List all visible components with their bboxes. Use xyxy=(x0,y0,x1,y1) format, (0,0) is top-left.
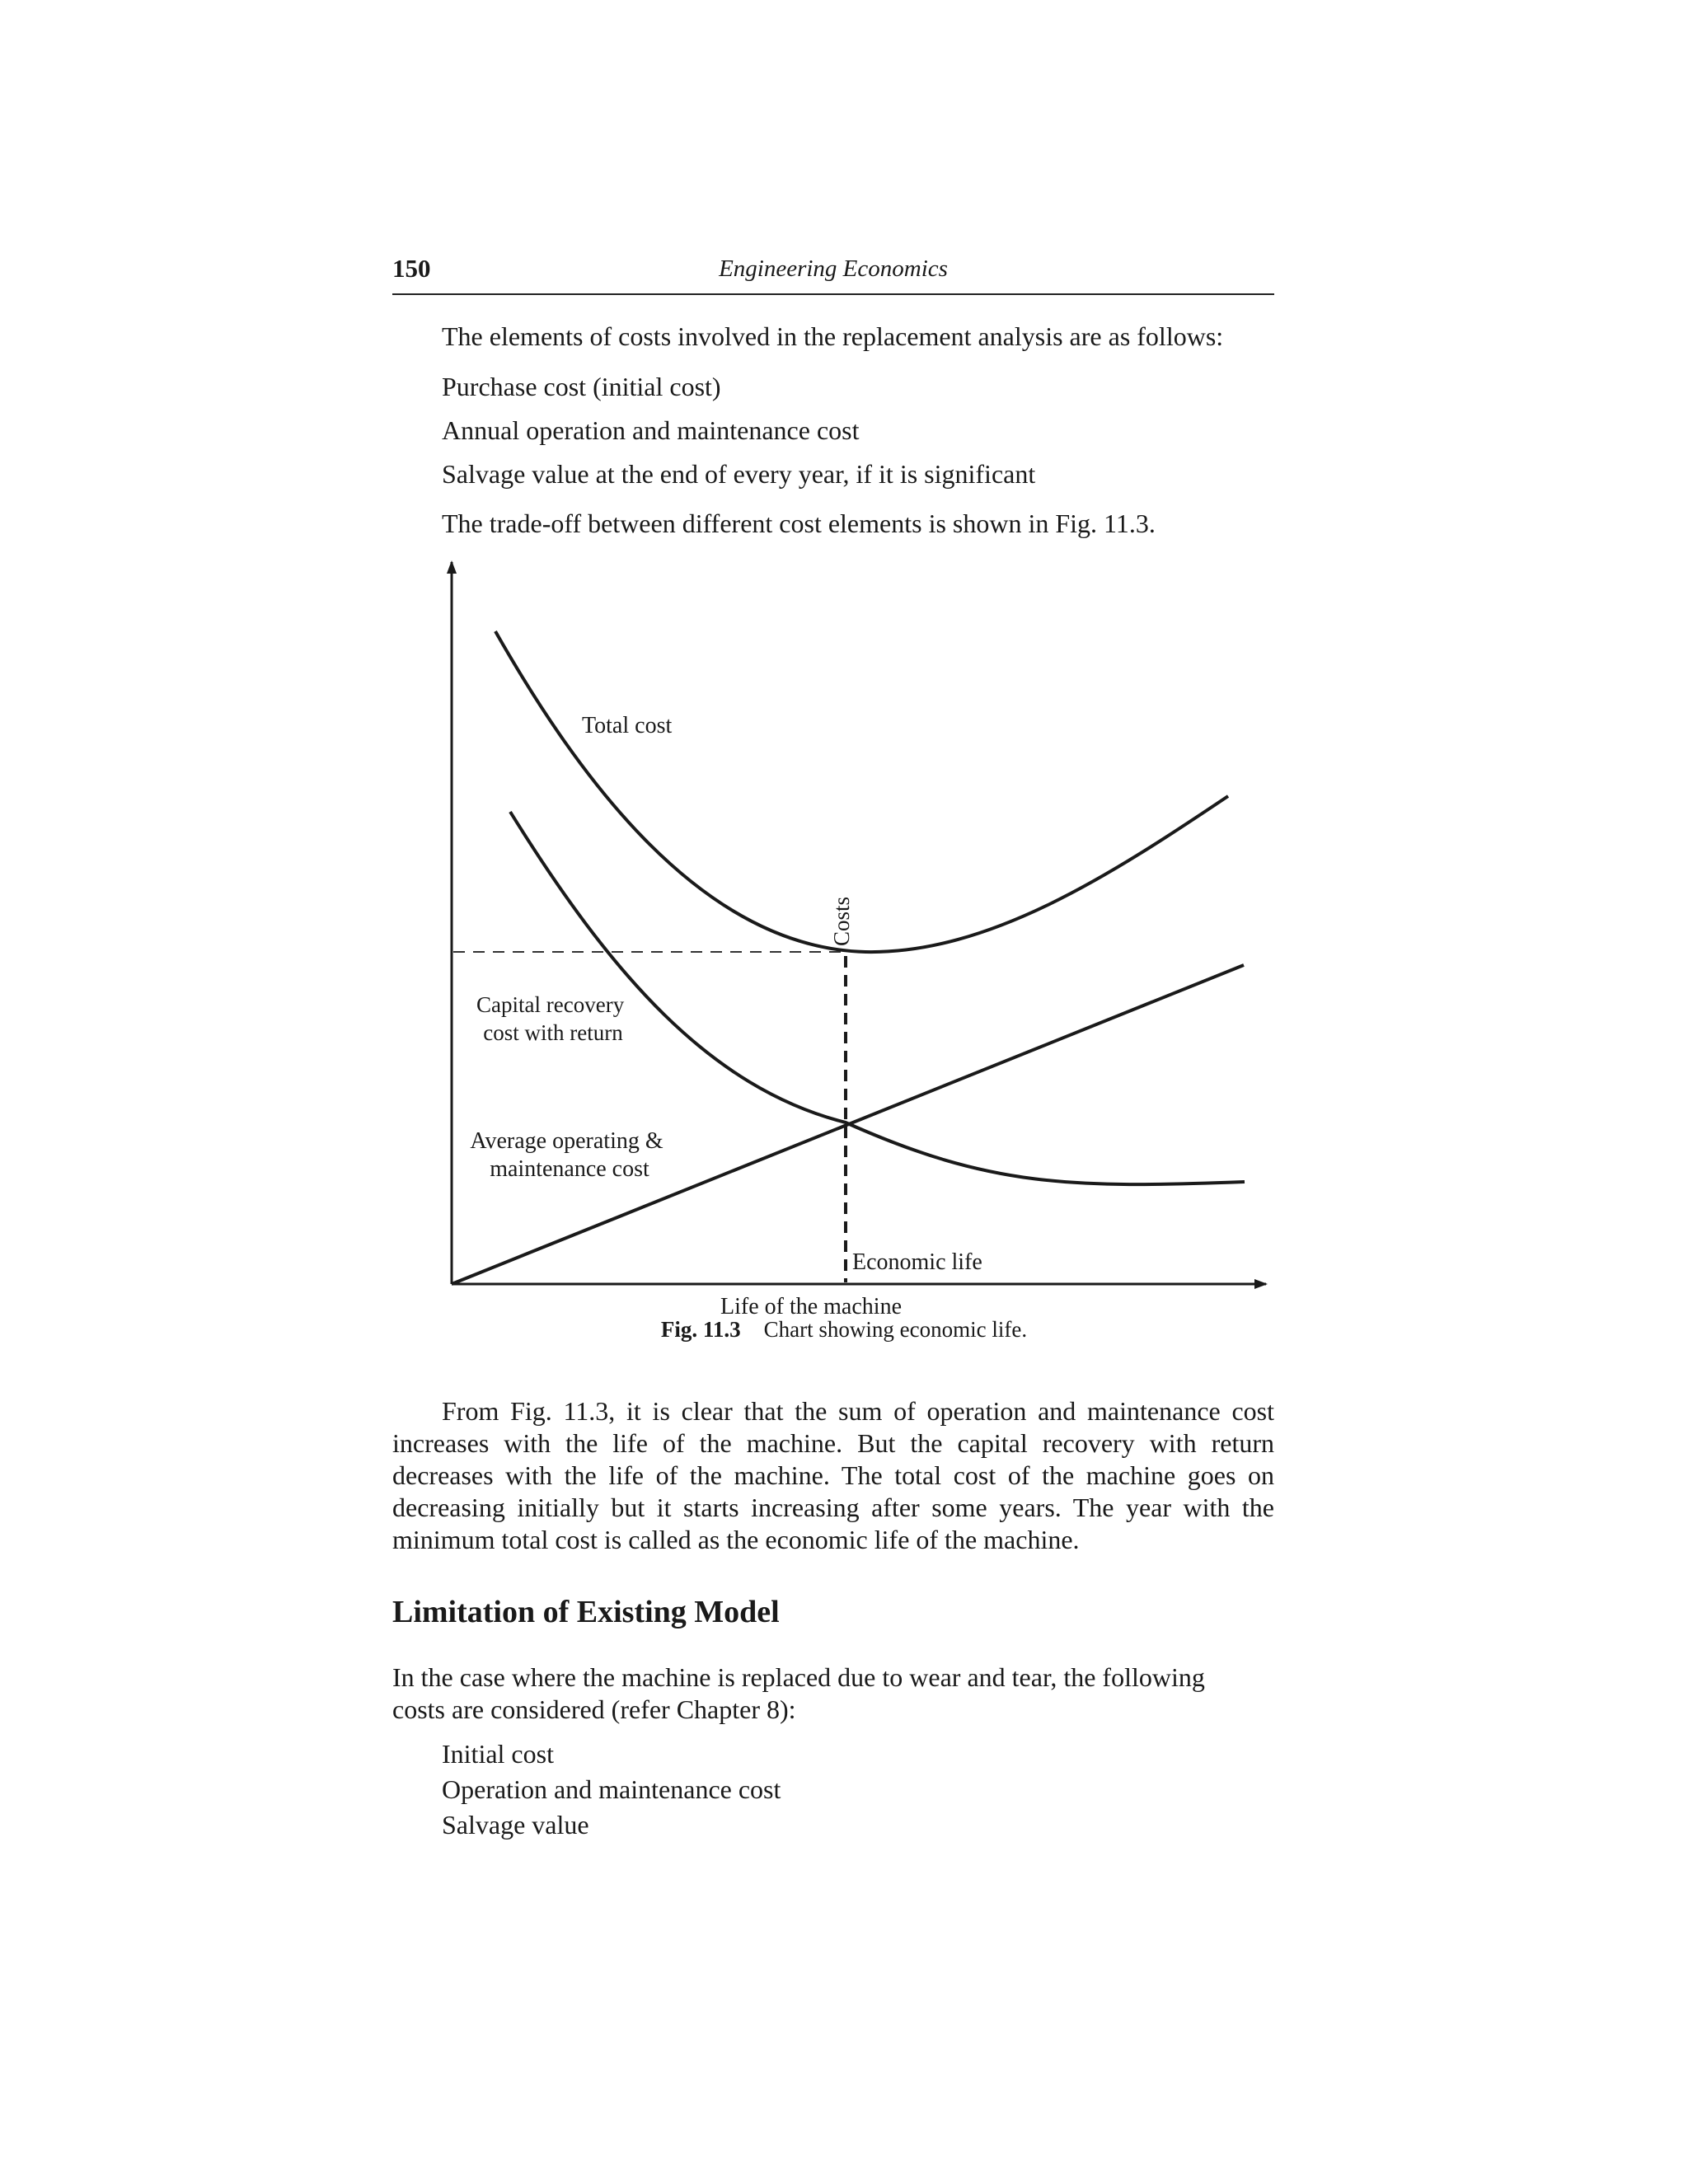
operating-maintenance-label-line-1: Average operating & xyxy=(470,1128,663,1154)
running-title: Engineering Economics xyxy=(719,255,948,282)
total-cost-curve xyxy=(495,631,1228,952)
body-line: increases with the life of the machine. But the capital recovery with return xyxy=(392,1428,1274,1458)
capital-recovery-label xyxy=(476,992,630,1045)
body-line: decreases with the life of the machine. The total cost of the machine goes on xyxy=(392,1460,1274,1490)
figure-caption-text: Chart showing economic life. xyxy=(763,1317,1028,1342)
cost-element-item: Annual operation and maintenance cost xyxy=(442,415,860,445)
section-paragraph xyxy=(392,1661,1274,1726)
section-line: costs are considered (refer Chapter 8): xyxy=(392,1694,796,1724)
x-axis-label: Life of the machine xyxy=(720,1294,903,1319)
operating-maintenance-label-line-2: maintenance cost xyxy=(490,1156,649,1182)
body-line: minimum total cost is called as the economic life of the machine. xyxy=(392,1525,1080,1554)
considered-cost-item: Operation and maintenance cost xyxy=(442,1774,781,1804)
considered-cost-item: Salvage value xyxy=(442,1810,589,1840)
figure-number: Fig. 11.3 xyxy=(660,1317,741,1342)
figure-caption xyxy=(0,1317,1688,1343)
intro-lead: The elements of costs involved in the replacement analysis are as follows: xyxy=(442,321,1224,351)
page-number: 150 xyxy=(392,254,431,283)
costs-axis-label: Costs xyxy=(829,896,854,946)
body-paragraph xyxy=(392,1395,1274,1556)
cost-element-item: Purchase cost (initial cost) xyxy=(442,372,721,401)
total-cost-label: Total cost xyxy=(582,713,673,738)
capital-recovery-label-line-1: Capital recovery xyxy=(476,992,625,1017)
considered-cost-item: Initial cost xyxy=(442,1739,554,1769)
section-heading: Limitation of Existing Model xyxy=(392,1595,780,1629)
capital-recovery-label-line-2: cost with return xyxy=(483,1020,623,1045)
figure-reference: The trade-off between different cost elements is shown in Fig. 11.3. xyxy=(442,509,1156,538)
body-line: From Fig. 11.3, it is clear that the sum of operation and maintenance cost xyxy=(442,1396,1274,1426)
cost-element-item: Salvage value at the end of every year, if it is significant xyxy=(442,459,1036,489)
body-line: decreasing initially but it starts increasing after some years. The year with the xyxy=(392,1493,1274,1522)
section-line: In the case where the machine is replaced due to wear and tear, the following xyxy=(392,1662,1205,1692)
economic-life-label: Economic life xyxy=(852,1249,982,1275)
operating-maintenance-label xyxy=(470,1128,668,1182)
